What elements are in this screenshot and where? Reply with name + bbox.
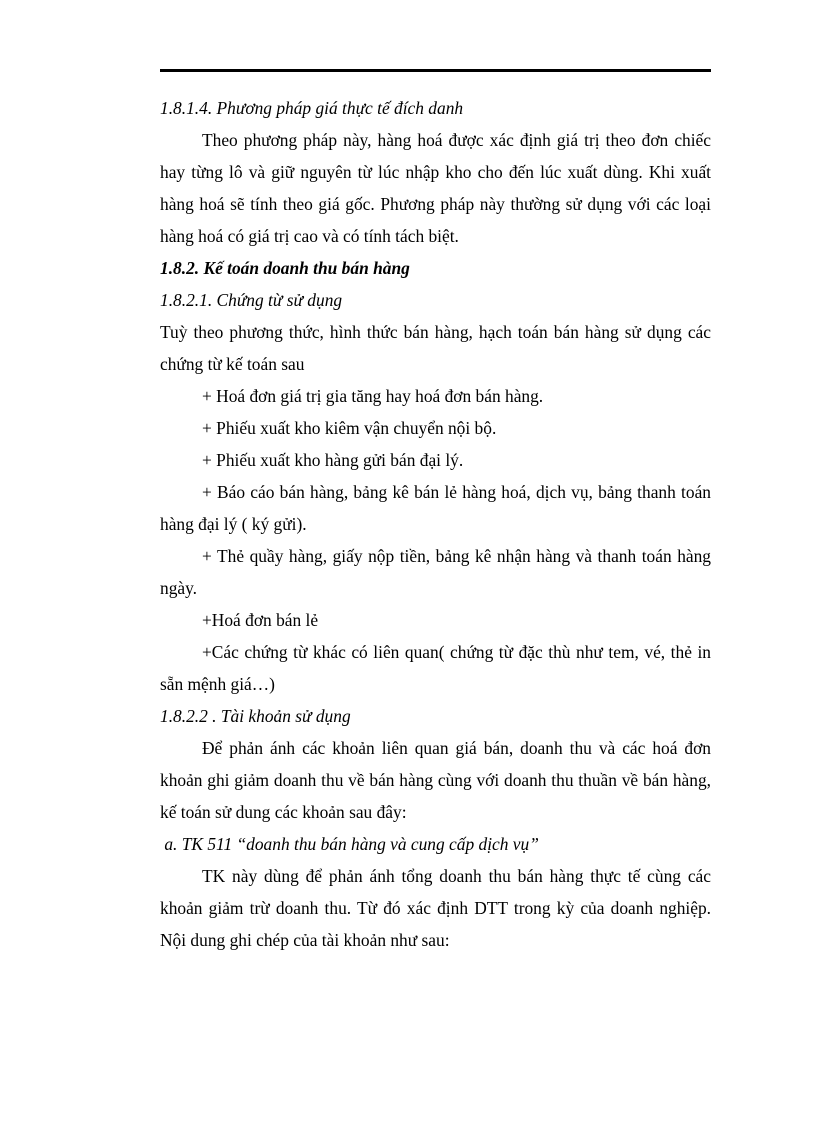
paragraph-line: Để phản ánh các khoản liên quan giá bán, doanh thu và các hoá đơn — [202, 738, 711, 758]
paragraph-line: hàng hoá có giá trị cao và có tính tách biệt. — [160, 226, 459, 246]
list-item: + Báo cáo bán hàng, bảng kê bán lẻ hàng hoá, dịch vụ, bảng thanh toán — [202, 482, 711, 502]
paragraph-line: hay từng lô và giữ nguyên từ lúc nhập kho cho đến lúc xuất dùng. Khi xuất — [160, 162, 711, 182]
paragraph-line: khoản giảm trừ doanh thu. Từ đó xác định DTT trong kỳ của doanh nghiệp. — [160, 898, 711, 918]
list-item: +Hoá đơn bán lẻ — [202, 610, 319, 630]
heading-1-8-1-4: 1.8.1.4. Phương pháp giá thực tế đích danh — [160, 98, 464, 118]
list-item: + Hoá đơn giá trị gia tăng hay hoá đơn bán hàng. — [202, 386, 544, 406]
paragraph-line: Nội dung ghi chép của tài khoản như sau: — [160, 930, 450, 950]
paragraph-line: Tuỳ theo phương thức, hình thức bán hàng, hạch toán bán hàng sử dụng các — [160, 322, 711, 342]
heading-1-8-2-2: 1.8.2.2 . Tài khoản sử dụng — [160, 706, 351, 726]
paragraph-line: Theo phương pháp này, hàng hoá được xác định giá trị theo đơn chiếc — [202, 130, 711, 150]
list-item: +Các chứng từ khác có liên quan( chứng từ đặc thù như tem, vé, thẻ in — [202, 642, 711, 662]
list-item-continuation: sẵn mệnh giá…) — [160, 674, 275, 694]
list-item-continuation: ngày. — [160, 578, 198, 598]
paragraph-line: chứng từ kế toán sau — [160, 354, 305, 374]
paragraph-line: kế toán sử dung các khoản sau đây: — [160, 802, 407, 822]
heading-1-8-2-1: 1.8.2.1. Chứng từ sử dụng — [160, 290, 343, 310]
paragraph-line: TK này dùng để phản ánh tổng doanh thu bán hàng thực tế cùng các — [202, 866, 711, 886]
paragraph-line: khoản ghi giảm doanh thu về bán hàng cùng với doanh thu thuần về bán hàng, — [160, 770, 711, 790]
list-item-continuation: hàng đại lý ( ký gửi). — [160, 514, 307, 534]
document-body — [160, 92, 711, 956]
heading-1-8-2: 1.8.2. Kế toán doanh thu bán hàng — [160, 258, 410, 278]
header-rule — [160, 69, 711, 72]
list-item: + Phiếu xuất kho kiêm vận chuyển nội bộ. — [202, 418, 497, 438]
list-item: + Phiếu xuất kho hàng gửi bán đại lý. — [202, 450, 464, 470]
paragraph-line: hàng hoá sẽ tính theo giá gốc. Phương pháp này thường sử dụng với các loại — [160, 194, 711, 214]
list-item: + Thẻ quầy hàng, giấy nộp tiền, bảng kê nhận hàng và thanh toán hàng — [202, 546, 711, 566]
heading-tk-511: a. TK 511 “doanh thu bán hàng và cung cấp dịch vụ” — [160, 834, 539, 854]
